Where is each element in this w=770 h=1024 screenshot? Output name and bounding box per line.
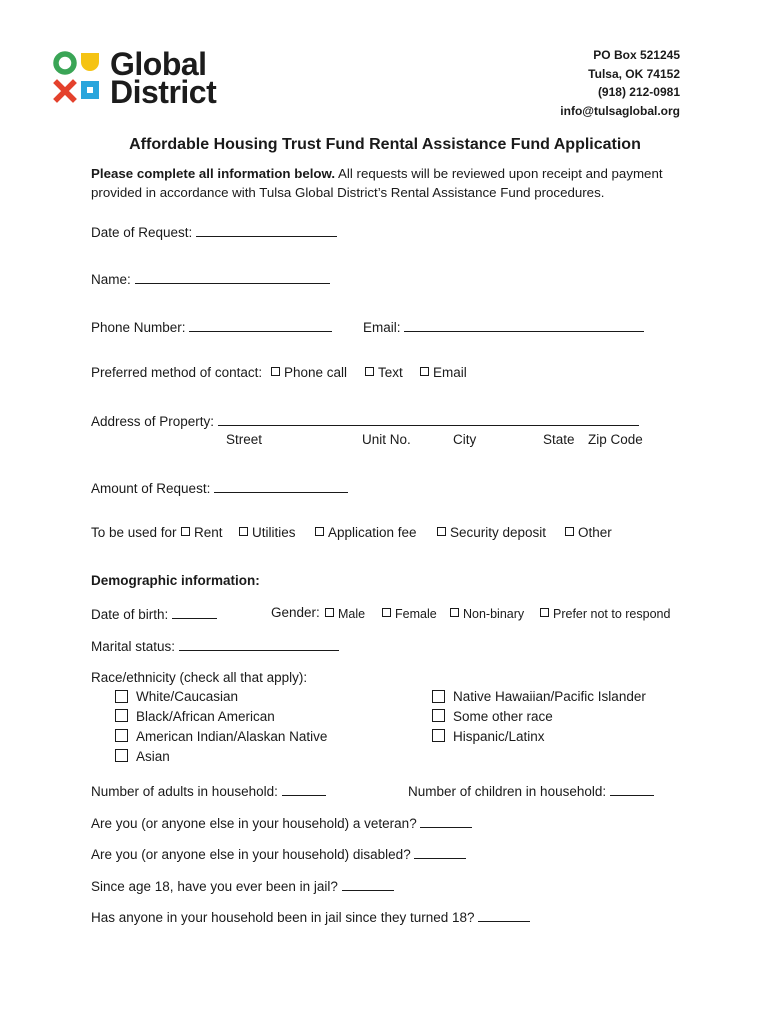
used-for-application-fee[interactable] bbox=[315, 525, 417, 541]
jail-household-row bbox=[91, 908, 530, 926]
race-label-hispanic: Hispanic/Latinx bbox=[453, 729, 545, 744]
email-blank[interactable] bbox=[404, 318, 644, 332]
race-checkbox-hispanic[interactable] bbox=[432, 729, 445, 742]
disabled-question: Are you (or anyone else in your household) disabled? bbox=[91, 847, 411, 862]
race-checkbox-other[interactable] bbox=[432, 709, 445, 722]
address-label: Address of Property: bbox=[91, 414, 215, 429]
checkbox-icon[interactable] bbox=[420, 367, 429, 376]
children-label: Number of children in household: bbox=[408, 784, 607, 799]
intro-line-1 bbox=[91, 166, 663, 182]
race-label-other: Some other race bbox=[453, 709, 553, 724]
marital-label: Marital status: bbox=[91, 639, 176, 654]
email-row bbox=[363, 318, 644, 336]
gender-option-label: Prefer not to respond bbox=[553, 607, 671, 621]
checkbox-icon[interactable] bbox=[437, 527, 446, 536]
page-title: Affordable Housing Trust Fund Rental Assistance Fund Application bbox=[129, 136, 641, 153]
preferred-contact-label: Preferred method of contact: bbox=[91, 365, 263, 380]
intro-line-2: provided in accordance with Tulsa Global District’s Rental Assistance Fund procedures. bbox=[91, 185, 605, 200]
race-label-white: White/Caucasian bbox=[136, 689, 239, 704]
date-of-request-row bbox=[91, 223, 337, 241]
contact-option-label: Text bbox=[378, 365, 403, 380]
checkbox-icon[interactable] bbox=[325, 608, 334, 617]
address-row bbox=[91, 412, 639, 430]
used-for-option-label: Other bbox=[578, 525, 612, 540]
used-for-security-deposit[interactable] bbox=[437, 525, 546, 541]
contact-option-label: Phone call bbox=[284, 365, 348, 380]
adults-label: Number of adults in household: bbox=[91, 784, 278, 799]
gender-female[interactable] bbox=[382, 606, 437, 622]
gender-option-label: Female bbox=[395, 607, 437, 621]
checkbox-icon[interactable] bbox=[315, 527, 324, 536]
used-for-option-label: Rent bbox=[194, 525, 223, 540]
logo bbox=[52, 48, 262, 108]
gender-option-label: Non-binary bbox=[463, 607, 525, 621]
used-for-option-label: Security deposit bbox=[450, 525, 547, 540]
used-for-utilities[interactable] bbox=[239, 525, 296, 541]
address-part-city: City bbox=[453, 432, 477, 447]
logo-mark-icon bbox=[52, 48, 108, 106]
race-label-american-indian: American Indian/Alaskan Native bbox=[136, 729, 328, 744]
address-part-street: Street bbox=[226, 432, 263, 447]
used-for-option-label: Application fee bbox=[328, 525, 417, 540]
gender-option-label: Male bbox=[338, 607, 366, 621]
address-blank[interactable] bbox=[218, 412, 639, 426]
logo-text-global: Global bbox=[110, 46, 207, 82]
dob-label: Date of birth: bbox=[91, 607, 169, 622]
checkbox-icon[interactable] bbox=[271, 367, 280, 376]
contact-option-email[interactable] bbox=[420, 365, 467, 381]
veteran-question: Are you (or anyone else in your household) a veteran? bbox=[91, 816, 417, 831]
veteran-row bbox=[91, 814, 472, 832]
dob-row bbox=[91, 605, 217, 623]
checkbox-icon[interactable] bbox=[382, 608, 391, 617]
jail-household-question: Has anyone in your household been in jail since they turned 18? bbox=[91, 910, 475, 925]
contact-po-box: PO Box 521245 bbox=[593, 48, 680, 62]
amount-row bbox=[91, 479, 348, 497]
address-part-zip: Zip Code bbox=[588, 432, 643, 447]
marital-blank[interactable] bbox=[179, 637, 339, 651]
used-for-other[interactable] bbox=[565, 525, 612, 541]
race-label-native-hawaiian: Native Hawaiian/Pacific Islander bbox=[453, 689, 646, 704]
checkbox-icon[interactable] bbox=[181, 527, 190, 536]
contact-block bbox=[560, 46, 680, 120]
gender-prefer-not[interactable] bbox=[540, 606, 670, 622]
name-blank[interactable] bbox=[135, 270, 330, 284]
jail-self-row bbox=[91, 877, 394, 895]
used-for-rent[interactable] bbox=[181, 525, 223, 541]
name-row bbox=[91, 270, 330, 288]
address-part-unit: Unit No. bbox=[362, 432, 411, 447]
intro-bold: Please complete all information below. bbox=[91, 166, 336, 181]
contact-option-text[interactable] bbox=[365, 365, 403, 381]
jail-self-question: Since age 18, have you ever been in jail? bbox=[91, 879, 338, 894]
phone-blank[interactable] bbox=[189, 318, 332, 332]
logo-text-district: District bbox=[110, 74, 217, 110]
date-of-request-blank[interactable] bbox=[196, 223, 337, 237]
demographic-heading: Demographic information: bbox=[91, 573, 260, 588]
phone-row bbox=[91, 318, 332, 336]
intro-rest: All requests will be reviewed upon receipt and payment bbox=[335, 166, 663, 181]
children-blank[interactable] bbox=[610, 782, 654, 796]
used-for-option-label: Utilities bbox=[252, 525, 296, 540]
contact-option-label: Email bbox=[433, 365, 467, 380]
checkbox-icon[interactable] bbox=[365, 367, 374, 376]
checkbox-icon[interactable] bbox=[565, 527, 574, 536]
race-label-asian: Asian bbox=[136, 749, 170, 764]
jail-self-blank[interactable] bbox=[342, 877, 394, 891]
contact-city: Tulsa, OK 74152 bbox=[588, 66, 680, 81]
email-label: Email: bbox=[363, 320, 401, 335]
jail-household-blank[interactable] bbox=[478, 908, 530, 922]
dob-blank[interactable] bbox=[172, 605, 217, 619]
race-checkbox-asian[interactable] bbox=[115, 749, 128, 762]
amount-label: Amount of Request: bbox=[91, 481, 211, 496]
children-row bbox=[408, 782, 654, 800]
checkbox-icon[interactable] bbox=[540, 608, 549, 617]
gender-nonbinary[interactable] bbox=[450, 606, 524, 622]
adults-blank[interactable] bbox=[282, 782, 326, 796]
gender-male[interactable] bbox=[325, 606, 365, 622]
race-checkbox-white[interactable] bbox=[115, 690, 128, 703]
used-for-label: To be used for bbox=[91, 525, 177, 540]
disabled-row bbox=[91, 845, 466, 863]
address-part-state: State bbox=[543, 432, 575, 447]
race-checkbox-native-hawaiian[interactable] bbox=[432, 690, 445, 703]
checkbox-icon[interactable] bbox=[450, 608, 459, 617]
race-checkbox-black[interactable] bbox=[115, 709, 128, 722]
veteran-blank[interactable] bbox=[420, 814, 472, 828]
race-checkbox-american-indian[interactable] bbox=[115, 729, 128, 742]
date-of-request-label: Date of Request: bbox=[91, 225, 193, 240]
race-label-black: Black/African American bbox=[136, 709, 275, 724]
marital-row bbox=[91, 637, 339, 655]
amount-blank[interactable] bbox=[214, 479, 348, 493]
phone-label: Phone Number: bbox=[91, 320, 186, 335]
contact-option-phone[interactable] bbox=[271, 365, 347, 381]
checkbox-icon[interactable] bbox=[239, 527, 248, 536]
gender-label: Gender: bbox=[271, 605, 320, 620]
name-label: Name: bbox=[91, 272, 131, 287]
contact-phone: (918) 212-0981 bbox=[597, 85, 680, 99]
adults-row bbox=[91, 782, 326, 800]
disabled-blank[interactable] bbox=[414, 845, 466, 859]
race-heading: Race/ethnicity (check all that apply): bbox=[91, 670, 308, 685]
contact-email: info@tulsaglobal.org bbox=[560, 103, 680, 118]
